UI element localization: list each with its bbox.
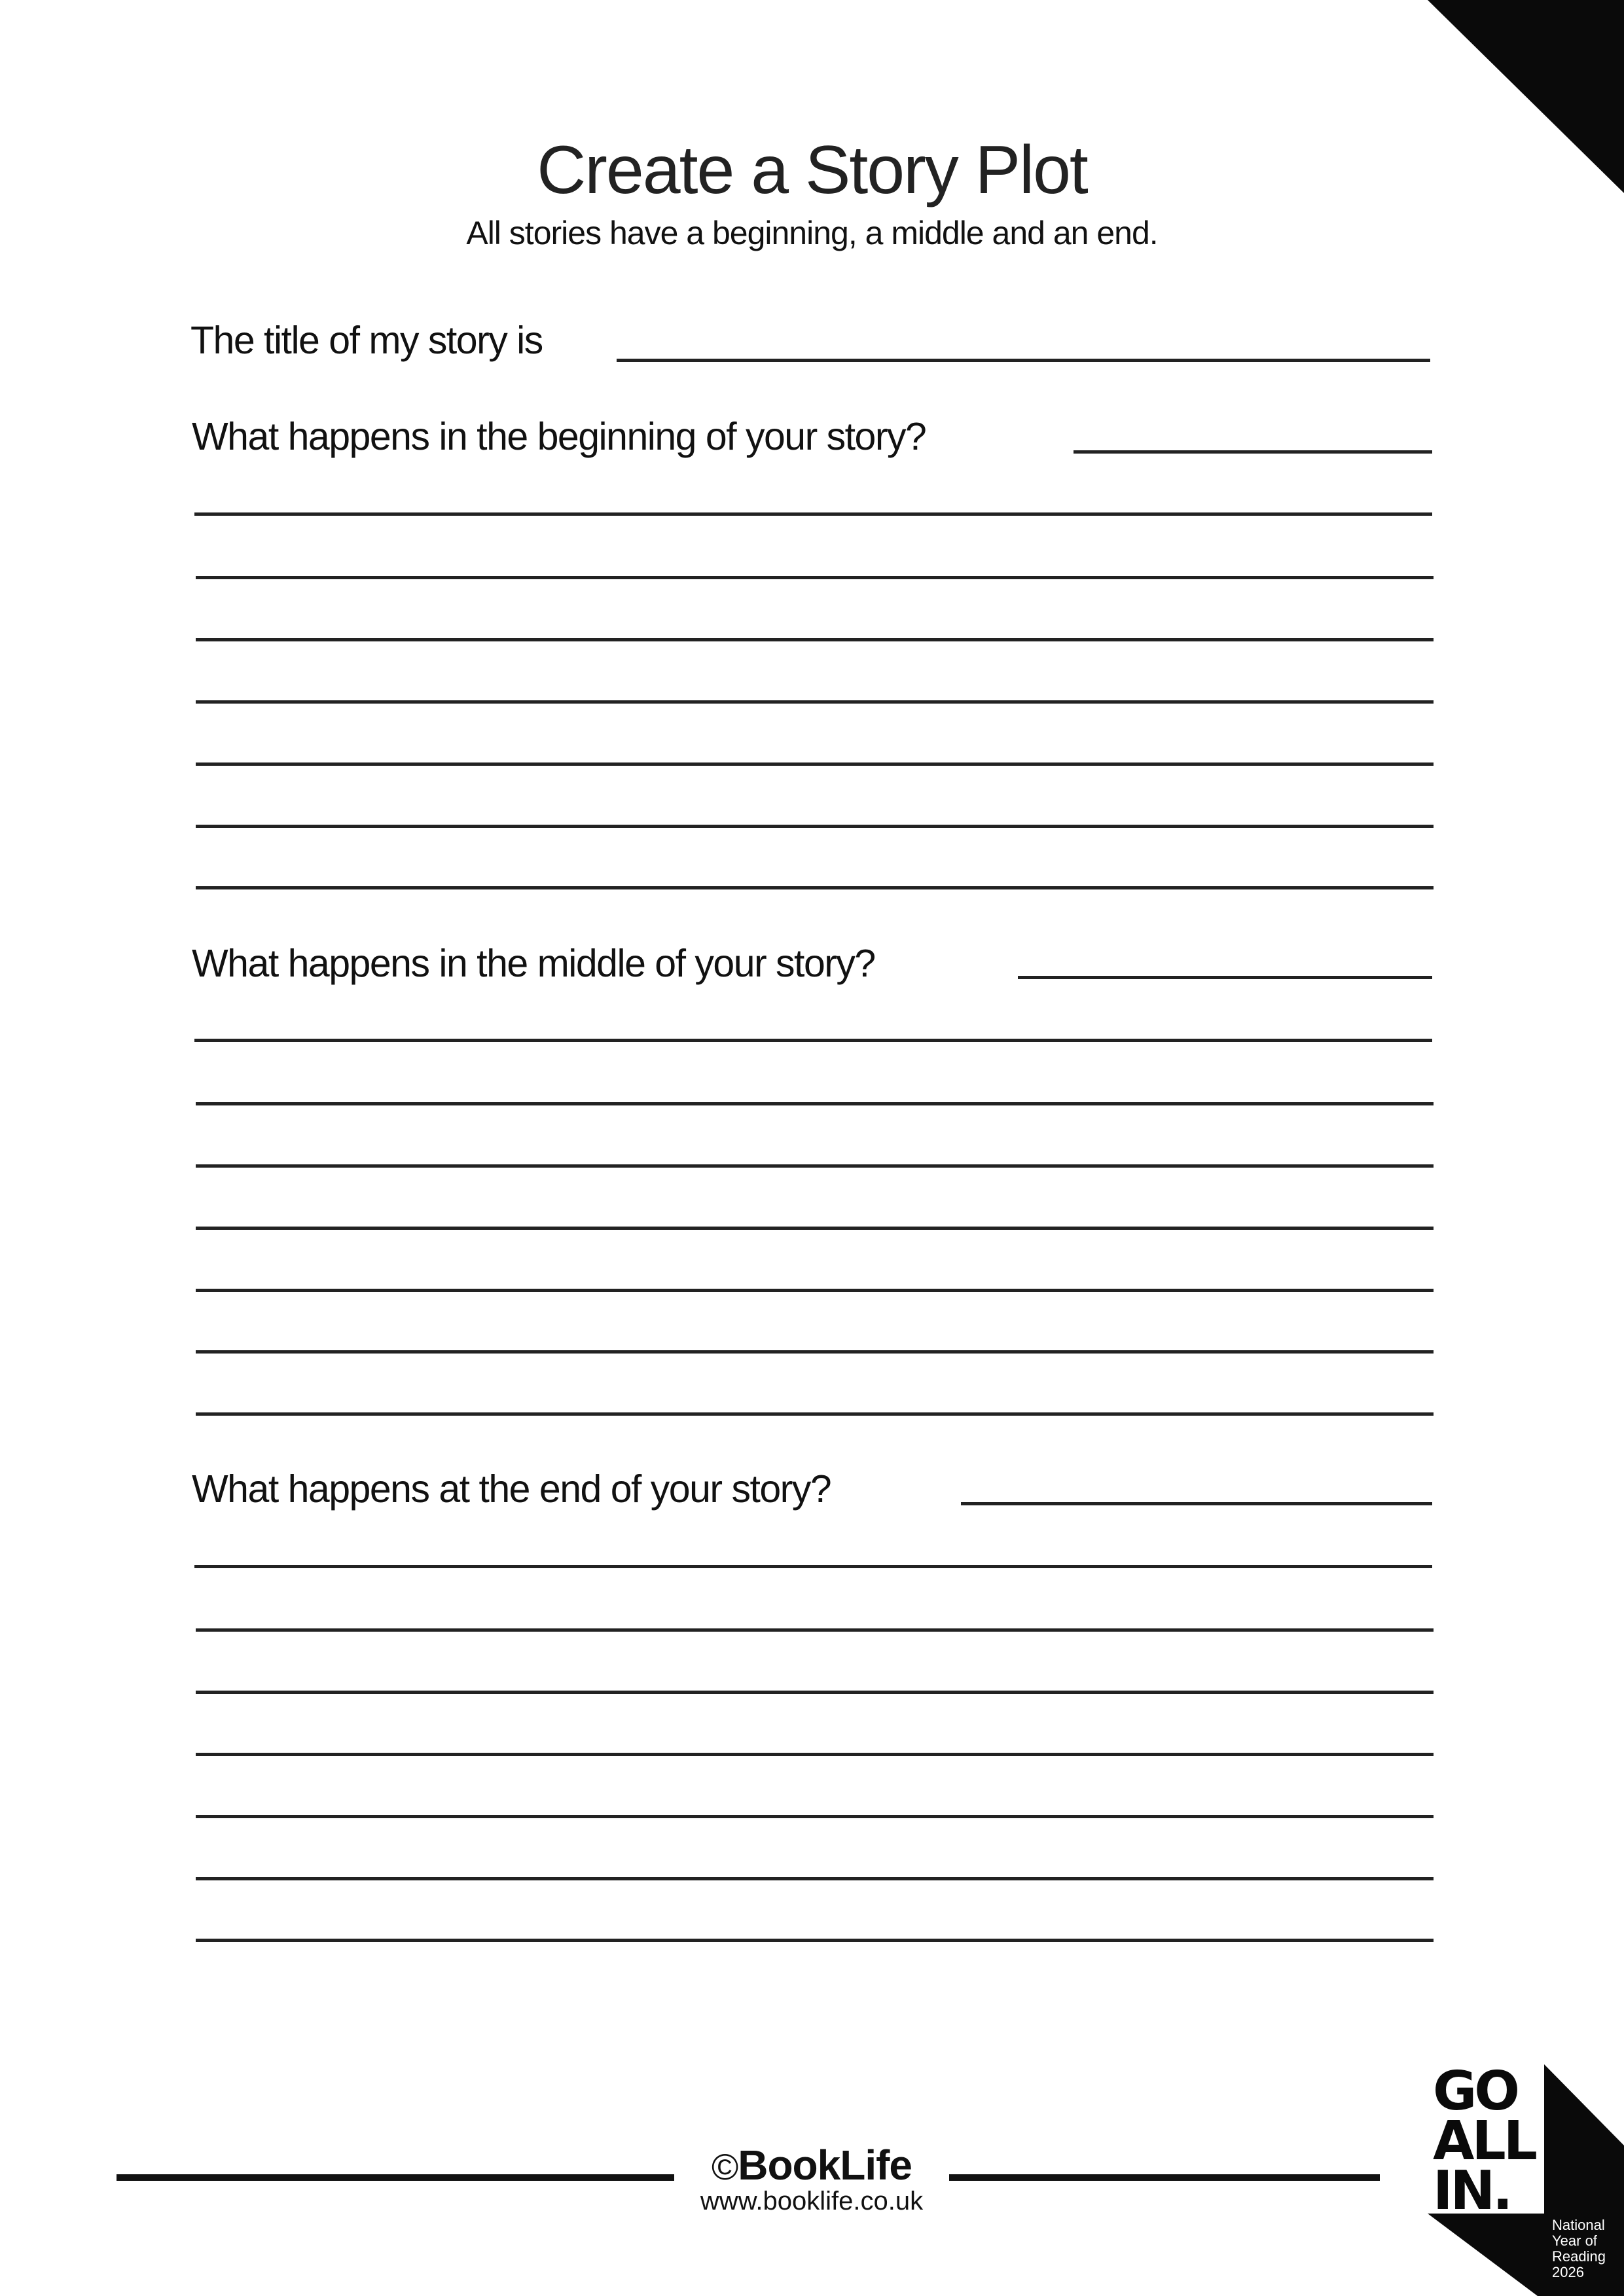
beginning-question: What happens in the beginning of your story? [192,415,926,458]
end-writing-line[interactable] [196,1753,1434,1756]
story-title-answer-line[interactable] [617,359,1430,362]
booklife-logo [707,2142,916,2191]
badge-caption [1552,2217,1606,2280]
middle-writing-line[interactable] [194,1039,1432,1042]
badge-line-go: GO [1433,2060,1518,2123]
end-answer-line[interactable] [961,1502,1432,1505]
middle-answer-line[interactable] [1018,976,1432,979]
beginning-answer-line[interactable] [1074,450,1432,454]
badge-caption-line: Year of [1552,2233,1597,2249]
beginning-writing-line[interactable] [196,638,1434,641]
middle-writing-line[interactable] [196,1289,1434,1292]
badge-caption-line: National [1552,2217,1605,2233]
copyright-icon: © [711,2146,738,2187]
end-writing-line[interactable] [196,1628,1434,1632]
footer-divider-left [117,2174,674,2181]
middle-writing-line[interactable] [196,1102,1434,1105]
middle-writing-line[interactable] [196,1350,1434,1354]
end-writing-line[interactable] [196,1815,1434,1818]
badge-caption-line: Reading [1552,2248,1606,2265]
go-all-in-badge [1428,2062,1624,2296]
brand-name: BookLife [738,2142,912,2189]
page-subtitle: All stories have a beginning, a middle and an end. [466,215,1158,251]
page-title: Create a Story Plot [537,132,1087,208]
beginning-writing-line[interactable] [196,886,1434,889]
end-writing-line[interactable] [196,1691,1434,1694]
beginning-writing-line[interactable] [196,762,1434,766]
badge-line-all: ALL [1433,2110,1535,2172]
beginning-writing-line[interactable] [196,576,1434,579]
badge-line-in: IN. [1433,2160,1511,2222]
badge-wordmark [1433,2060,1544,2222]
footer-url[interactable]: www.booklife.co.uk [700,2187,924,2215]
beginning-writing-line[interactable] [196,825,1434,828]
beginning-writing-line[interactable] [194,512,1432,516]
end-question: What happens at the end of your story? [192,1467,831,1511]
middle-writing-line[interactable] [196,1227,1434,1230]
story-title-prompt: The title of my story is [190,319,543,362]
middle-writing-line[interactable] [196,1412,1434,1416]
beginning-writing-line[interactable] [196,700,1434,704]
middle-question: What happens in the middle of your story? [192,942,875,985]
end-writing-line[interactable] [194,1565,1432,1568]
middle-writing-line[interactable] [196,1164,1434,1168]
end-writing-line[interactable] [196,1939,1434,1942]
badge-caption-line: 2026 [1552,2264,1584,2280]
end-writing-line[interactable] [196,1877,1434,1880]
footer-divider-right [949,2174,1380,2181]
